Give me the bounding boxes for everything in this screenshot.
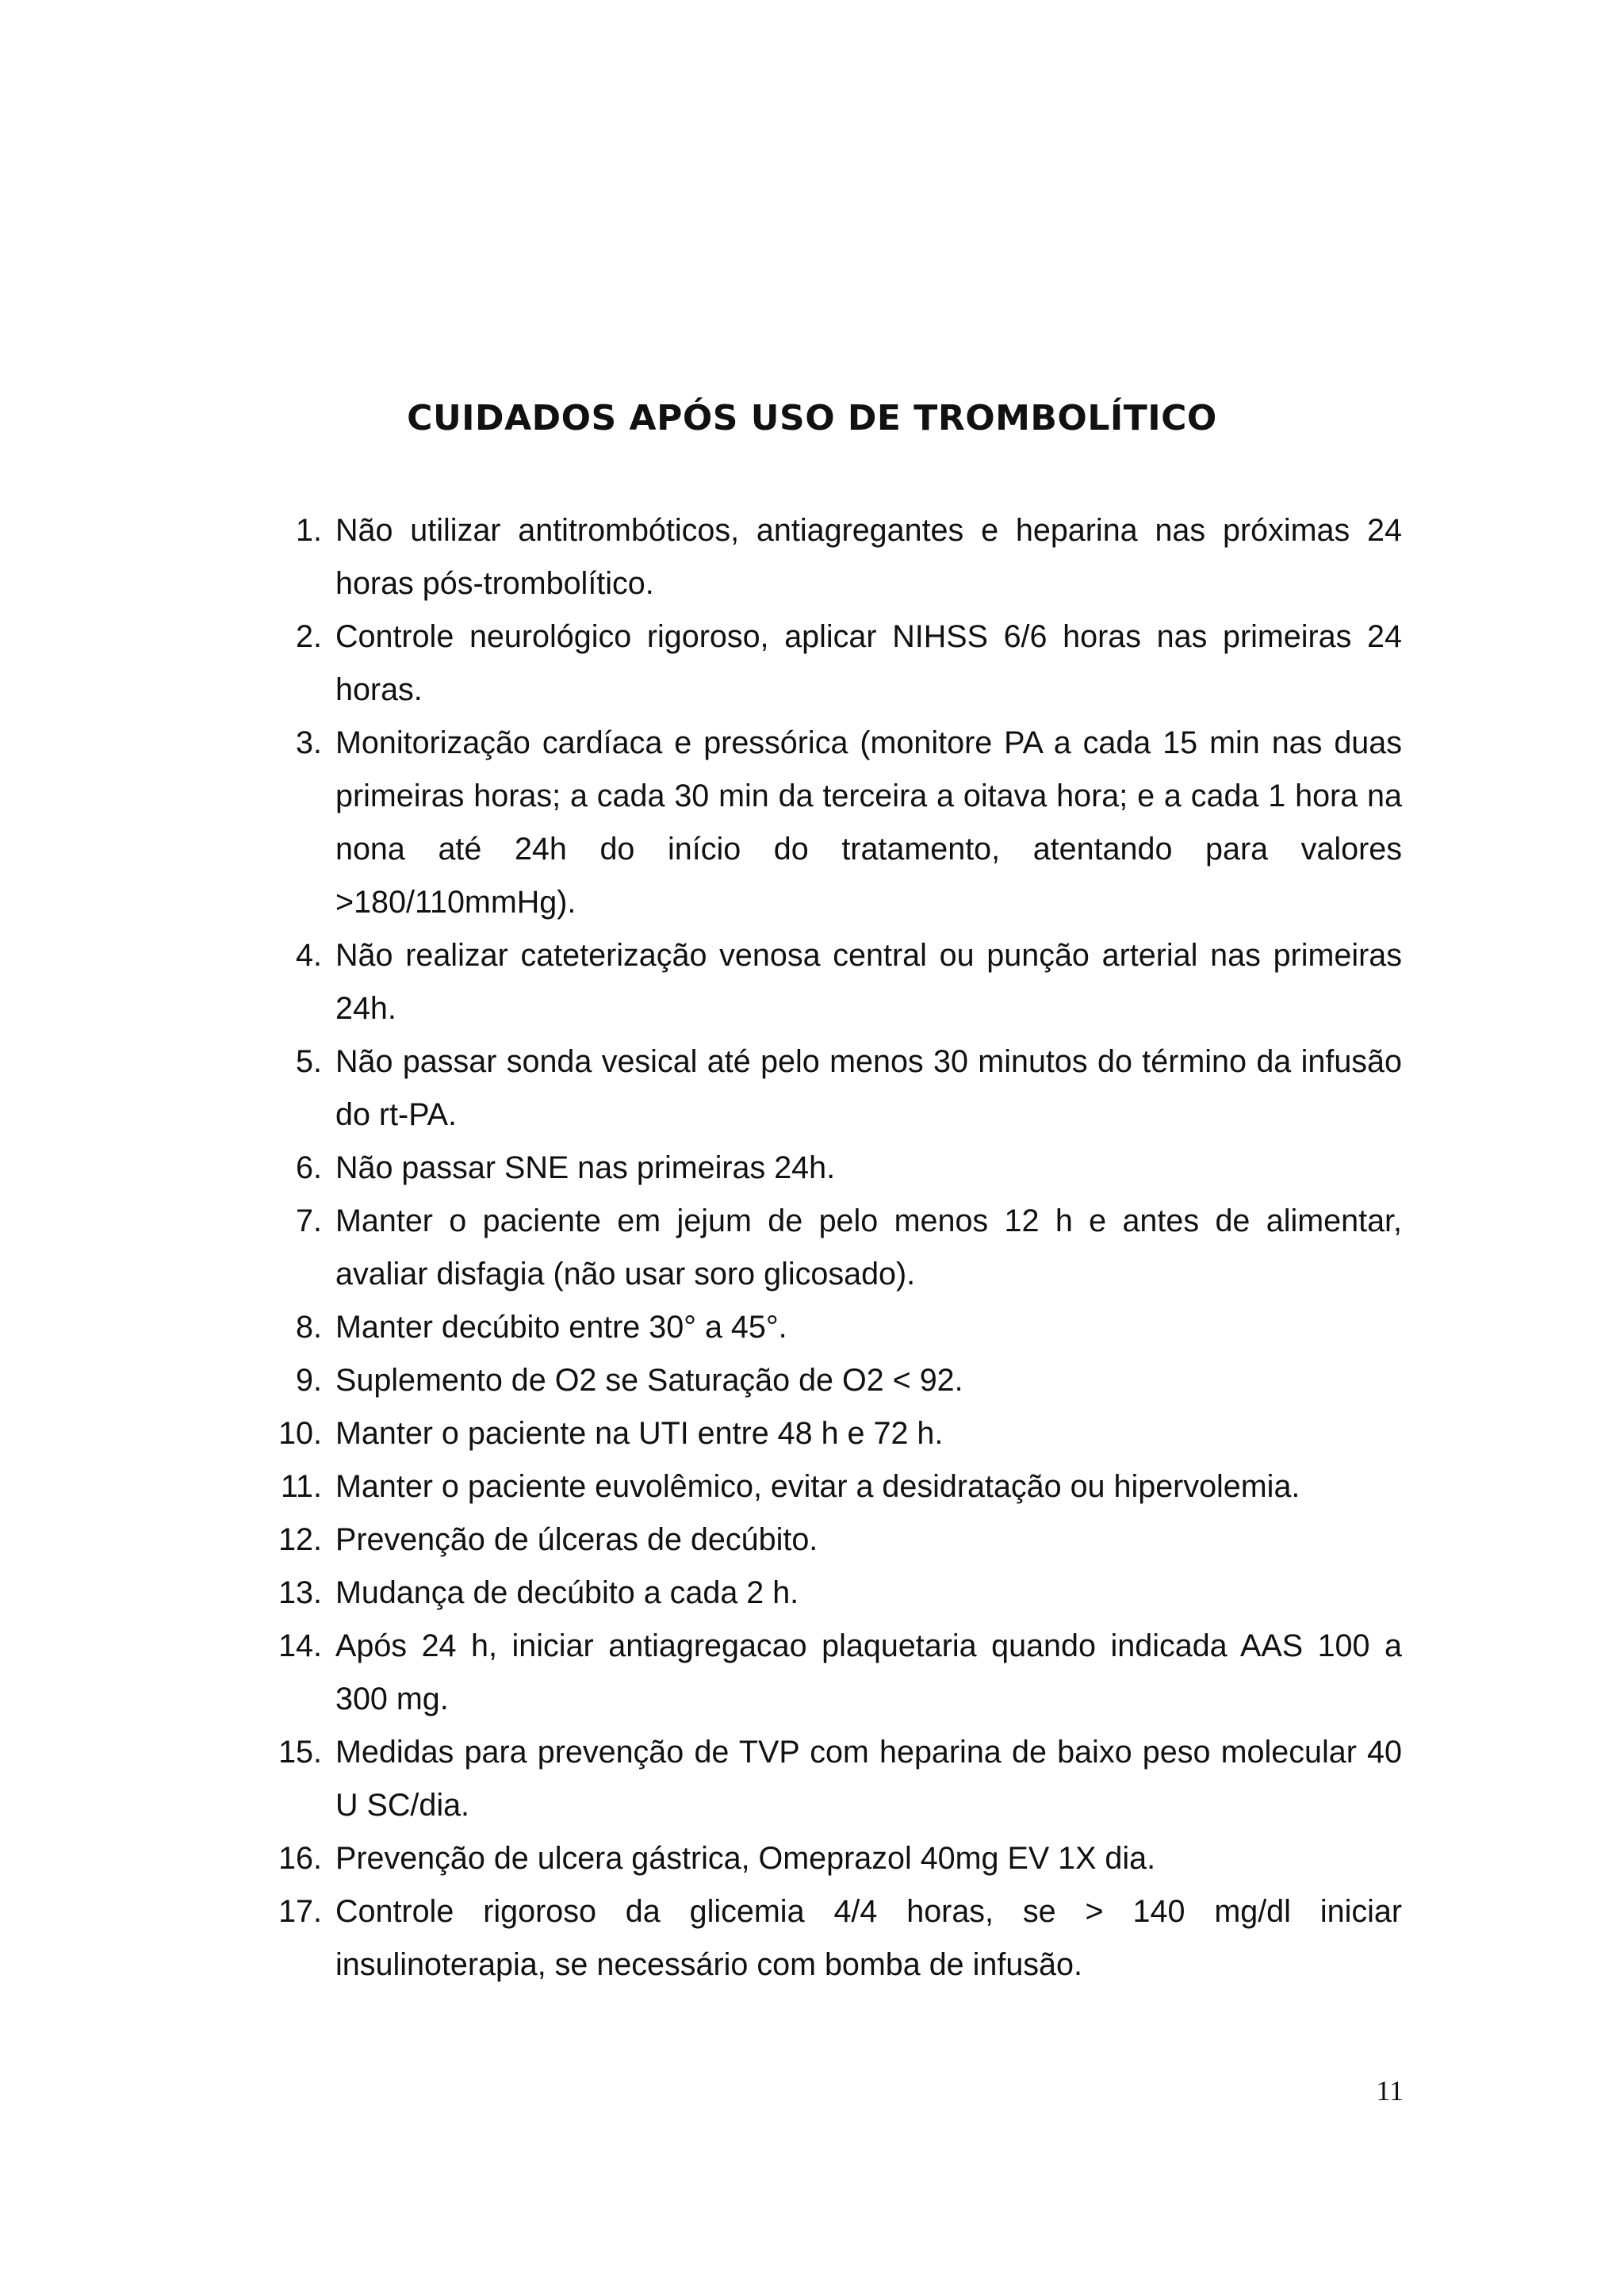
item-number: 6. [296, 1150, 322, 1185]
item-text: Não passar SNE nas primeiras 24h. [335, 1150, 836, 1185]
list-item [274, 1035, 1402, 1142]
item-text: Não passar sonda vesical até pelo menos 30 minutos do término da infusão do rt-PA. [335, 1044, 1402, 1132]
list-item [274, 1195, 1402, 1301]
item-number: 7. [296, 1203, 322, 1238]
item-number: 8. [296, 1310, 322, 1345]
list-item [274, 1726, 1402, 1832]
care-list [274, 504, 1402, 1992]
item-text: Prevenção de úlceras de decúbito. [335, 1522, 818, 1557]
list-item [274, 929, 1402, 1035]
item-text: Após 24 h, iniciar antiagregacao plaquetaria quando indicada AAS 100 a 300 mg. [335, 1628, 1402, 1716]
item-text: Manter o paciente em jejum de pelo menos 12 h e antes de alimentar, avaliar disfagia (não usar soro glicosado). [335, 1203, 1402, 1292]
item-number: 4. [296, 938, 322, 973]
list-item [274, 1301, 1402, 1354]
item-number: 13. [278, 1575, 322, 1610]
item-text: Manter o paciente euvolêmico, evitar a desidratação ou hipervolemia. [335, 1469, 1300, 1504]
item-number: 15. [278, 1735, 322, 1770]
item-number: 1. [296, 513, 322, 548]
item-number: 12. [278, 1522, 322, 1557]
list-item [274, 1885, 1402, 1992]
list-item [274, 610, 1402, 717]
list-item [274, 1460, 1402, 1513]
item-number: 11. [281, 1469, 322, 1504]
page-number: 11 [1376, 2075, 1404, 2107]
page-title: CUIDADOS APÓS USO DE TROMBOLÍTICO [407, 398, 1217, 438]
item-text: Controle neurológico rigoroso, aplicar NIHSS 6/6 horas nas primeiras 24 horas. [335, 619, 1402, 707]
list-item [274, 1513, 1402, 1567]
item-number: 10. [278, 1416, 322, 1451]
item-number: 14. [278, 1628, 322, 1663]
item-text: Prevenção de ulcera gástrica, Omeprazol 40mg EV 1X dia. [335, 1841, 1156, 1876]
item-text: Suplemento de O2 se Saturação de O2 < 92. [335, 1363, 963, 1398]
item-text: Manter o paciente na UTI entre 48 h e 72 h. [335, 1416, 944, 1451]
item-text: Controle rigoroso da glicemia 4/4 horas, se > 140 mg/dl iniciar insulinoterapia, se necessário com bomba de infusão. [335, 1894, 1402, 1982]
item-number: 17. [278, 1894, 322, 1929]
list-item [274, 504, 1402, 610]
item-number: 9. [296, 1363, 322, 1398]
list-item [274, 1407, 1402, 1460]
list-item [274, 1620, 1402, 1726]
item-number: 2. [296, 619, 322, 654]
item-text: Não utilizar antitrombóticos, antiagregantes e heparina nas próximas 24 horas pós-trombolítico. [335, 513, 1402, 601]
item-number: 16. [278, 1841, 322, 1876]
list-item [274, 717, 1402, 929]
list-item [274, 1142, 1402, 1195]
item-text: Não realizar cateterização venosa central ou punção arterial nas primeiras 24h. [335, 938, 1402, 1026]
list-item [274, 1832, 1402, 1885]
item-text: Mudança de decúbito a cada 2 h. [335, 1575, 799, 1610]
list-item [274, 1567, 1402, 1620]
item-text: Manter decúbito entre 30° a 45°. [335, 1310, 787, 1345]
item-number: 5. [296, 1044, 322, 1079]
item-text: Medidas para prevenção de TVP com heparina de baixo peso molecular 40 U SC/dia. [335, 1735, 1402, 1823]
item-text: Monitorização cardíaca e pressórica (monitore PA a cada 15 min nas duas primeiras horas; a cada 30 min da terceira a oitava hora; e a cada 1 hora na nona até 24h do início do tratamento, atentando para valores >180/110mmHg). [335, 725, 1402, 920]
list-item [274, 1354, 1402, 1407]
item-number: 3. [296, 725, 322, 760]
